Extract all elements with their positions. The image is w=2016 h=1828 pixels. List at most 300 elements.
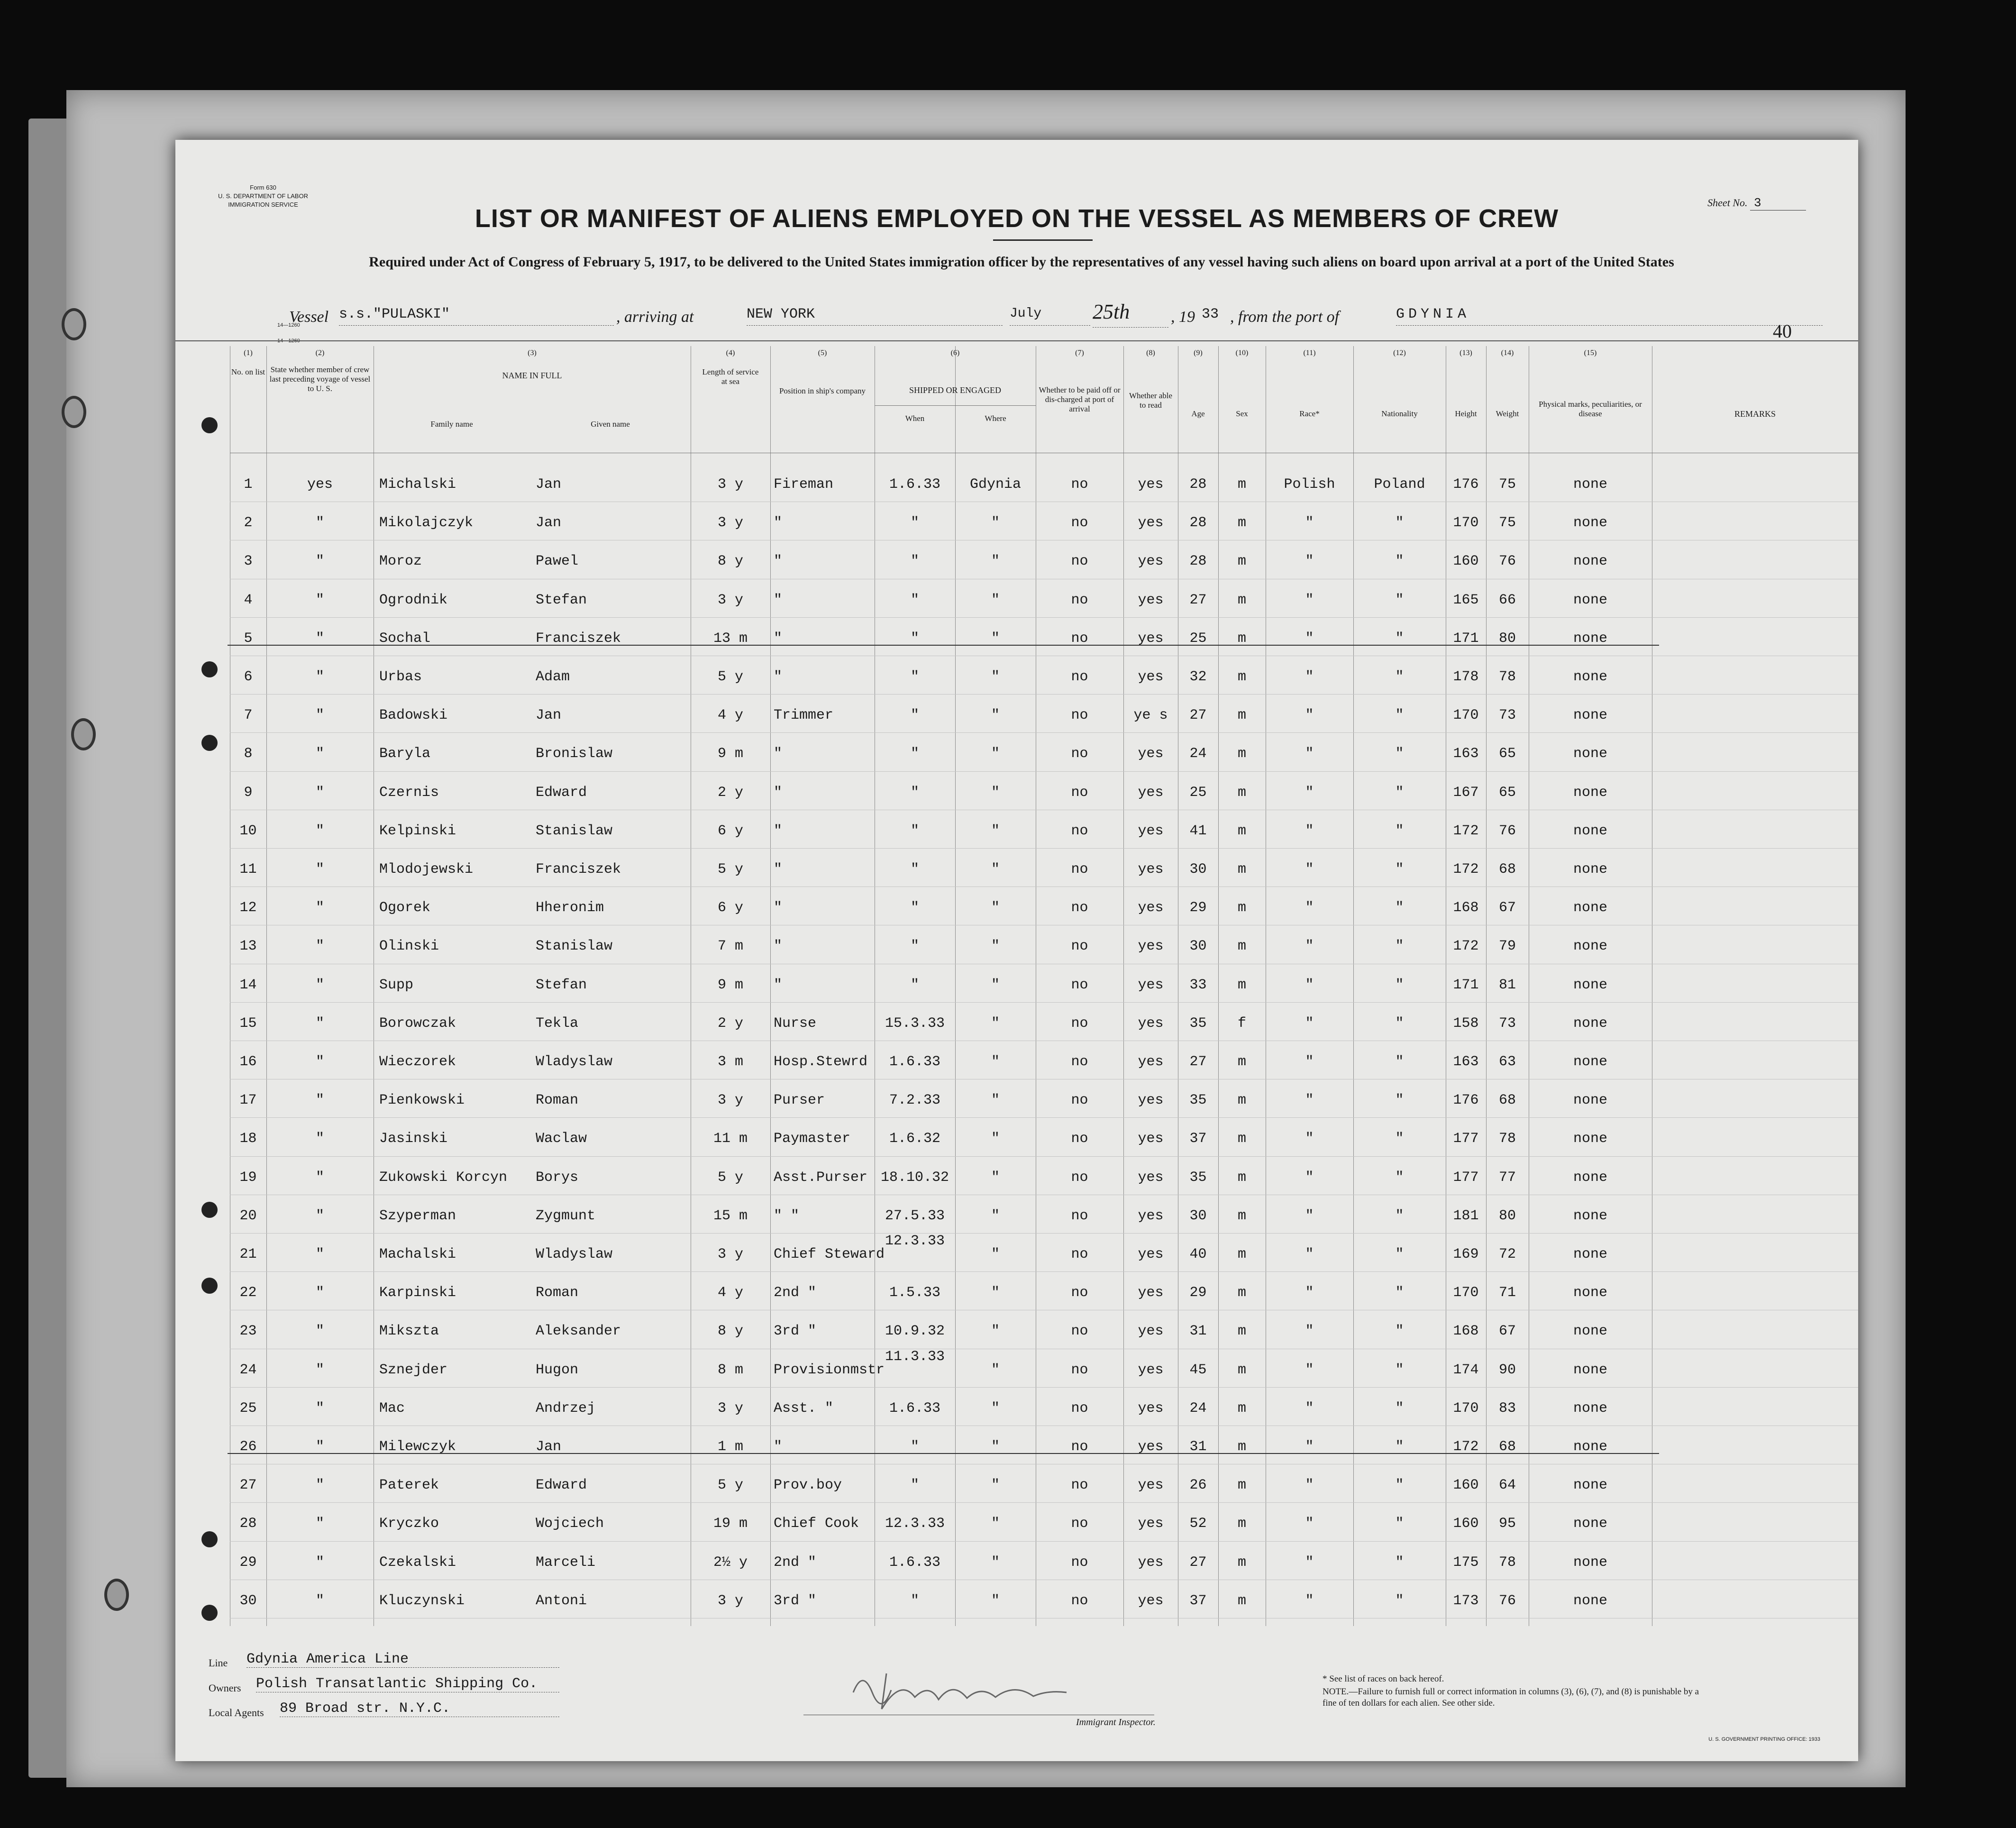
family-name: Mlodojewski bbox=[379, 861, 474, 877]
shipped-where: " bbox=[991, 1092, 1000, 1109]
height: 173 bbox=[1453, 1592, 1479, 1609]
age: 24 bbox=[1189, 746, 1207, 762]
header-no-on-list: No. on list bbox=[231, 367, 265, 376]
nationality: " bbox=[1395, 1246, 1404, 1262]
height: 160 bbox=[1453, 1516, 1479, 1532]
shipped-where: " bbox=[991, 553, 1000, 570]
height: 168 bbox=[1453, 1323, 1479, 1340]
position: " bbox=[774, 861, 783, 877]
row-rule bbox=[230, 1387, 1858, 1388]
position: Trimmer bbox=[774, 707, 834, 724]
header-physical-marks: Physical marks, peculiarities, or disease bbox=[1539, 400, 1642, 418]
sex: m bbox=[1237, 592, 1246, 608]
height: 168 bbox=[1453, 900, 1479, 916]
row-number: 30 bbox=[239, 1592, 257, 1609]
able-to-read: yes bbox=[1138, 1169, 1164, 1186]
physical-marks: none bbox=[1573, 1439, 1607, 1455]
shipped-when: 1.6.33 bbox=[889, 1054, 941, 1070]
shipped-when: " bbox=[910, 977, 919, 993]
shipped-when: " bbox=[910, 1477, 919, 1494]
sex: m bbox=[1237, 630, 1246, 647]
able-to-read: yes bbox=[1138, 476, 1164, 493]
physical-marks: none bbox=[1573, 1015, 1607, 1032]
height: 175 bbox=[1453, 1554, 1479, 1571]
crew-last-voyage: " bbox=[315, 1015, 324, 1032]
header-when: When bbox=[905, 414, 925, 423]
crew-last-voyage: " bbox=[315, 1169, 324, 1186]
paid-off: no bbox=[1071, 977, 1088, 993]
family-name: Urbas bbox=[379, 669, 422, 685]
height: 170 bbox=[1453, 1285, 1479, 1301]
form-agency-line2: U. S. DEPARTMENT OF LABOR bbox=[218, 192, 308, 200]
row-rule bbox=[230, 1156, 1858, 1157]
sex: m bbox=[1237, 1131, 1246, 1147]
able-to-read: yes bbox=[1138, 515, 1164, 531]
length-of-service: 8 y bbox=[717, 1323, 743, 1340]
race: " bbox=[1305, 1323, 1314, 1340]
given-name: Jan bbox=[536, 515, 562, 531]
crew-last-voyage: " bbox=[315, 1323, 324, 1340]
physical-marks: none bbox=[1573, 476, 1607, 493]
shipped-when: 18.10.32 bbox=[880, 1169, 949, 1186]
paid-off: no bbox=[1071, 515, 1088, 531]
row-rule bbox=[230, 1233, 1858, 1234]
age: 37 bbox=[1189, 1131, 1207, 1147]
given-name: Tekla bbox=[536, 1015, 579, 1032]
weight: 76 bbox=[1498, 1592, 1516, 1609]
physical-marks: none bbox=[1573, 515, 1607, 531]
form-code-bottom: 14—1260 bbox=[277, 338, 300, 344]
shipped-where: " bbox=[991, 784, 1000, 801]
age: 32 bbox=[1189, 669, 1207, 685]
header-paid-off: Whether to be paid off or dis-charged at port of arrival bbox=[1039, 385, 1121, 413]
nationality: " bbox=[1395, 1169, 1404, 1186]
nationality: " bbox=[1395, 1362, 1404, 1378]
crew-last-voyage: " bbox=[315, 784, 324, 801]
row-number: 8 bbox=[244, 746, 253, 762]
height: 170 bbox=[1453, 1400, 1479, 1417]
length-of-service: 4 y bbox=[717, 707, 743, 724]
position: Hosp.Stewrd bbox=[774, 1054, 868, 1070]
nationality: " bbox=[1395, 938, 1404, 955]
weight: 81 bbox=[1498, 977, 1516, 993]
race: " bbox=[1305, 669, 1314, 685]
able-to-read: yes bbox=[1138, 1439, 1164, 1455]
position: " bbox=[774, 553, 783, 570]
race: " bbox=[1305, 900, 1314, 916]
age: 30 bbox=[1189, 861, 1207, 877]
header-height: Height bbox=[1455, 409, 1477, 418]
physical-marks: none bbox=[1573, 553, 1607, 570]
nationality: " bbox=[1395, 1323, 1404, 1340]
physical-marks: none bbox=[1573, 592, 1607, 608]
weight: 80 bbox=[1498, 1207, 1516, 1224]
length-of-service: 2 y bbox=[717, 1015, 743, 1032]
shipped-when: 1.6.32 bbox=[889, 1131, 941, 1147]
weight: 65 bbox=[1498, 746, 1516, 762]
shipped-where: " bbox=[991, 1131, 1000, 1147]
length-of-service: 5 y bbox=[717, 861, 743, 877]
header-age: Age bbox=[1191, 409, 1205, 418]
col-8-number: (8) bbox=[1146, 349, 1155, 357]
header-position: Position in ship's company bbox=[779, 386, 866, 395]
family-name: Michalski bbox=[379, 476, 456, 493]
row-number: 28 bbox=[239, 1516, 257, 1532]
sheet-total-number: 40 bbox=[1773, 320, 1792, 342]
physical-marks: none bbox=[1573, 1554, 1607, 1571]
nationality: " bbox=[1395, 1592, 1404, 1609]
age: 30 bbox=[1189, 1207, 1207, 1224]
vessel-line bbox=[232, 300, 1820, 332]
nationality: " bbox=[1395, 1207, 1404, 1224]
paid-off: no bbox=[1071, 938, 1088, 955]
sex: m bbox=[1237, 746, 1246, 762]
physical-marks: none bbox=[1573, 1092, 1607, 1109]
able-to-read: yes bbox=[1138, 784, 1164, 801]
given-name: Bronislaw bbox=[536, 746, 613, 762]
race: " bbox=[1305, 1554, 1314, 1571]
shipped-where: " bbox=[991, 1323, 1000, 1340]
col-2-number: (2) bbox=[315, 349, 325, 357]
weight: 73 bbox=[1498, 707, 1516, 724]
col-6-number: (6) bbox=[950, 349, 960, 357]
physical-marks: none bbox=[1573, 1169, 1607, 1186]
arriving-label: , arriving at bbox=[616, 308, 694, 326]
physical-marks: none bbox=[1573, 1131, 1607, 1147]
height: 160 bbox=[1453, 1477, 1479, 1494]
paid-off: no bbox=[1071, 1285, 1088, 1301]
crew-last-voyage: " bbox=[315, 823, 324, 839]
given-name: Roman bbox=[536, 1092, 579, 1109]
height: 174 bbox=[1453, 1362, 1479, 1378]
shipped-where: " bbox=[991, 746, 1000, 762]
shipped-header-rule bbox=[875, 405, 1036, 406]
age: 37 bbox=[1189, 1592, 1207, 1609]
age: 31 bbox=[1189, 1439, 1207, 1455]
weight: 68 bbox=[1498, 1439, 1516, 1455]
height: 169 bbox=[1453, 1246, 1479, 1262]
crew-last-voyage: " bbox=[315, 977, 324, 993]
length-of-service: 19 m bbox=[713, 1516, 748, 1532]
column-rule bbox=[770, 346, 771, 1626]
physical-marks: none bbox=[1573, 669, 1607, 685]
age: 30 bbox=[1189, 938, 1207, 955]
nationality: " bbox=[1395, 1400, 1404, 1417]
row-number: 16 bbox=[239, 1054, 257, 1070]
row-number: 12 bbox=[239, 900, 257, 916]
nationality: " bbox=[1395, 1092, 1404, 1109]
family-name: Baryla bbox=[379, 746, 431, 762]
physical-marks: none bbox=[1573, 938, 1607, 955]
position: " bbox=[774, 823, 783, 839]
crew-last-voyage: " bbox=[315, 630, 324, 647]
sex: m bbox=[1237, 823, 1246, 839]
length-of-service: 5 y bbox=[717, 1477, 743, 1494]
position: " bbox=[774, 784, 783, 801]
age: 24 bbox=[1189, 1400, 1207, 1417]
crew-last-voyage: " bbox=[315, 592, 324, 608]
able-to-read: yes bbox=[1138, 1362, 1164, 1378]
nationality: " bbox=[1395, 1439, 1404, 1455]
given-name: Waclaw bbox=[536, 1131, 587, 1147]
weight: 75 bbox=[1498, 476, 1516, 493]
weight: 78 bbox=[1498, 1554, 1516, 1571]
row-number: 1 bbox=[244, 476, 253, 493]
family-name: Supp bbox=[379, 977, 414, 993]
weight: 64 bbox=[1498, 1477, 1516, 1494]
position: 2nd " bbox=[774, 1554, 817, 1571]
shipped-when: 10.9.32 bbox=[885, 1323, 945, 1340]
race: " bbox=[1305, 938, 1314, 955]
age: 28 bbox=[1189, 476, 1207, 493]
sex: m bbox=[1237, 1362, 1246, 1378]
position: Provisionmstr bbox=[774, 1362, 885, 1378]
able-to-read: yes bbox=[1138, 900, 1164, 916]
weight: 78 bbox=[1498, 669, 1516, 685]
race: " bbox=[1305, 1477, 1314, 1494]
shipped-where: Gdynia bbox=[969, 476, 1022, 493]
year-prefix: , 19 bbox=[1171, 308, 1195, 326]
race: " bbox=[1305, 707, 1314, 724]
arrival-day: 25th bbox=[1093, 300, 1168, 328]
given-name: Stefan bbox=[536, 977, 587, 993]
sex: m bbox=[1237, 900, 1246, 916]
race: " bbox=[1305, 1169, 1314, 1186]
weight: 68 bbox=[1498, 1092, 1516, 1109]
given-name: Pawel bbox=[536, 553, 579, 570]
paid-off: no bbox=[1071, 900, 1088, 916]
form-agency-line3: IMMIGRATION SERVICE bbox=[228, 201, 298, 208]
shipped-when: " bbox=[910, 592, 919, 608]
height: 177 bbox=[1453, 1169, 1479, 1186]
col-9-number: (9) bbox=[1194, 349, 1203, 357]
paid-off: no bbox=[1071, 1015, 1088, 1032]
height: 172 bbox=[1453, 823, 1479, 839]
given-name: Wladyslaw bbox=[536, 1246, 613, 1262]
given-name: Jan bbox=[536, 476, 562, 493]
col-4-number: (4) bbox=[726, 349, 735, 357]
paid-off: no bbox=[1071, 1131, 1088, 1147]
age: 27 bbox=[1189, 1554, 1207, 1571]
row-number: 17 bbox=[239, 1092, 257, 1109]
given-name: Stanislaw bbox=[536, 823, 613, 839]
header-able-to-read: Whether able to read bbox=[1129, 391, 1173, 410]
shipped-where: " bbox=[991, 669, 1000, 685]
shipped-when: " bbox=[910, 861, 919, 877]
length-of-service: 6 y bbox=[717, 900, 743, 916]
paid-off: no bbox=[1071, 630, 1088, 647]
length-of-service: 6 y bbox=[717, 823, 743, 839]
penalty-note: NOTE.—Failure to furnish full or correct information in columns (3), (6), (7), and (8) is punishable by a fine of ten dollars for each alien. See other side. bbox=[1323, 1687, 1699, 1708]
length-of-service: 15 m bbox=[713, 1207, 748, 1224]
shipped-where: " bbox=[991, 900, 1000, 916]
from-port: GDYNIA bbox=[1396, 306, 1823, 326]
sex: m bbox=[1237, 1592, 1246, 1609]
shipped-where: " bbox=[991, 707, 1000, 724]
paid-off: no bbox=[1071, 1554, 1088, 1571]
length-of-service: 2½ y bbox=[713, 1554, 748, 1571]
shipped-when: 12.3.33 bbox=[885, 1516, 945, 1532]
given-name: Edward bbox=[536, 784, 587, 801]
able-to-read: yes bbox=[1138, 977, 1164, 993]
row-number: 13 bbox=[239, 938, 257, 955]
paid-off: no bbox=[1071, 861, 1088, 877]
shipped-when: " bbox=[910, 1592, 919, 1609]
weight: 63 bbox=[1498, 1054, 1516, 1070]
col-7-number: (7) bbox=[1075, 349, 1084, 357]
shipped-when: " bbox=[910, 746, 919, 762]
race: " bbox=[1305, 746, 1314, 762]
crew-last-voyage: " bbox=[315, 900, 324, 916]
sex: m bbox=[1237, 784, 1246, 801]
arrival-year: 33 bbox=[1202, 306, 1219, 322]
age: 35 bbox=[1189, 1092, 1207, 1109]
row-strikethrough bbox=[228, 645, 1659, 646]
position: 3rd " bbox=[774, 1592, 817, 1609]
physical-marks: none bbox=[1573, 784, 1607, 801]
weight: 95 bbox=[1498, 1516, 1516, 1532]
height: 172 bbox=[1453, 1439, 1479, 1455]
paid-off: no bbox=[1071, 1246, 1088, 1262]
nationality: " bbox=[1395, 784, 1404, 801]
shipped-when: " bbox=[910, 784, 919, 801]
physical-marks: none bbox=[1573, 977, 1607, 993]
race: " bbox=[1305, 553, 1314, 570]
given-name: Marceli bbox=[536, 1554, 596, 1571]
crew-last-voyage: " bbox=[315, 1285, 324, 1301]
row-number: 24 bbox=[239, 1362, 257, 1378]
line-label: Line bbox=[209, 1657, 228, 1669]
family-name: Moroz bbox=[379, 553, 422, 570]
weight: 80 bbox=[1498, 630, 1516, 647]
height: 167 bbox=[1453, 784, 1479, 801]
height: 178 bbox=[1453, 669, 1479, 685]
race: " bbox=[1305, 977, 1314, 993]
given-name: Aleksander bbox=[536, 1323, 621, 1340]
paid-off: no bbox=[1071, 1323, 1088, 1340]
able-to-read: yes bbox=[1138, 1207, 1164, 1224]
shipped-where: " bbox=[991, 1400, 1000, 1417]
height: 171 bbox=[1453, 630, 1479, 647]
nationality: " bbox=[1395, 1131, 1404, 1147]
col-1-number: (1) bbox=[244, 349, 253, 357]
header-weight: Weight bbox=[1496, 409, 1519, 418]
agents-value: 89 Broad str. N.Y.C. bbox=[280, 1700, 559, 1717]
weight: 76 bbox=[1498, 823, 1516, 839]
length-of-service: 3 y bbox=[717, 1400, 743, 1417]
shipped-where: " bbox=[991, 1554, 1000, 1571]
position: Fireman bbox=[774, 476, 834, 493]
family-name: Jasinski bbox=[379, 1131, 448, 1147]
race: " bbox=[1305, 1207, 1314, 1224]
weight: 78 bbox=[1498, 1131, 1516, 1147]
header-nationality: Nationality bbox=[1381, 409, 1418, 418]
height: 160 bbox=[1453, 553, 1479, 570]
height: 177 bbox=[1453, 1131, 1479, 1147]
position: " bbox=[774, 746, 783, 762]
length-of-service: 5 y bbox=[717, 1169, 743, 1186]
shipped-when: 27.5.33 bbox=[885, 1207, 945, 1224]
crew-last-voyage: " bbox=[315, 1439, 324, 1455]
header-crew-last-voyage: State whether member of crew last preceding voyage of vessel to U. S. bbox=[269, 365, 371, 393]
inspector-label: Immigrant Inspector. bbox=[1076, 1717, 1156, 1727]
race: " bbox=[1305, 1400, 1314, 1417]
paid-off: no bbox=[1071, 1439, 1088, 1455]
header-family-name: Family name bbox=[430, 420, 473, 429]
shipped-when: 1.6.33 bbox=[889, 1400, 941, 1417]
physical-marks: none bbox=[1573, 1477, 1607, 1494]
crew-last-voyage: " bbox=[315, 707, 324, 724]
given-name: Stanislaw bbox=[536, 938, 613, 955]
given-name: Edward bbox=[536, 1477, 587, 1494]
shipped-where: " bbox=[991, 938, 1000, 955]
row-number: 27 bbox=[239, 1477, 257, 1494]
sex: m bbox=[1237, 1323, 1246, 1340]
family-name: Mac bbox=[379, 1400, 405, 1417]
row-number: 9 bbox=[244, 784, 253, 801]
height: 165 bbox=[1453, 592, 1479, 608]
height: 172 bbox=[1453, 938, 1479, 955]
age: 27 bbox=[1189, 1054, 1207, 1070]
paid-off: no bbox=[1071, 1477, 1088, 1494]
from-label: , from the port of bbox=[1230, 308, 1340, 326]
physical-marks: none bbox=[1573, 1362, 1607, 1378]
crew-last-voyage: " bbox=[315, 1554, 324, 1571]
col-14-number: (14) bbox=[1501, 349, 1514, 357]
header-shipped-engaged: SHIPPED OR ENGAGED bbox=[909, 385, 1001, 395]
row-number: 23 bbox=[239, 1323, 257, 1340]
given-name: Franciszek bbox=[536, 861, 621, 877]
shipped-where: " bbox=[991, 630, 1000, 647]
family-name: Mikszta bbox=[379, 1323, 439, 1340]
crew-last-voyage: " bbox=[315, 1362, 324, 1378]
header-where: Where bbox=[985, 414, 1006, 423]
shipped-when: " bbox=[910, 707, 919, 724]
races-note: * See list of races on back hereof. bbox=[1323, 1674, 1444, 1684]
given-name: Antoni bbox=[536, 1592, 587, 1609]
able-to-read: yes bbox=[1138, 553, 1164, 570]
row-number: 4 bbox=[244, 592, 253, 608]
shipped-where: " bbox=[991, 823, 1000, 839]
nationality: " bbox=[1395, 515, 1404, 531]
crew-last-voyage: " bbox=[315, 1246, 324, 1262]
crew-last-voyage: " bbox=[315, 1400, 324, 1417]
row-rule bbox=[230, 1541, 1858, 1542]
vessel-label: Vessel bbox=[289, 308, 329, 326]
paid-off: no bbox=[1071, 476, 1088, 493]
given-name: Wojciech bbox=[536, 1516, 604, 1532]
shipped-where: " bbox=[991, 1015, 1000, 1032]
sex: m bbox=[1237, 1169, 1246, 1186]
weight: 79 bbox=[1498, 938, 1516, 955]
race: " bbox=[1305, 592, 1314, 608]
race: " bbox=[1305, 1015, 1314, 1032]
age: 25 bbox=[1189, 784, 1207, 801]
age: 26 bbox=[1189, 1477, 1207, 1494]
row-number: 5 bbox=[244, 630, 253, 647]
age: 29 bbox=[1189, 900, 1207, 916]
able-to-read: yes bbox=[1138, 1131, 1164, 1147]
position: " bbox=[774, 900, 783, 916]
row-number: 18 bbox=[239, 1131, 257, 1147]
physical-marks: none bbox=[1573, 707, 1607, 724]
race: " bbox=[1305, 1592, 1314, 1609]
shipped-where: " bbox=[991, 515, 1000, 531]
family-name: Kluczynski bbox=[379, 1592, 465, 1609]
race: " bbox=[1305, 1054, 1314, 1070]
family-name: Kryczko bbox=[379, 1516, 439, 1532]
height: 176 bbox=[1453, 476, 1479, 493]
